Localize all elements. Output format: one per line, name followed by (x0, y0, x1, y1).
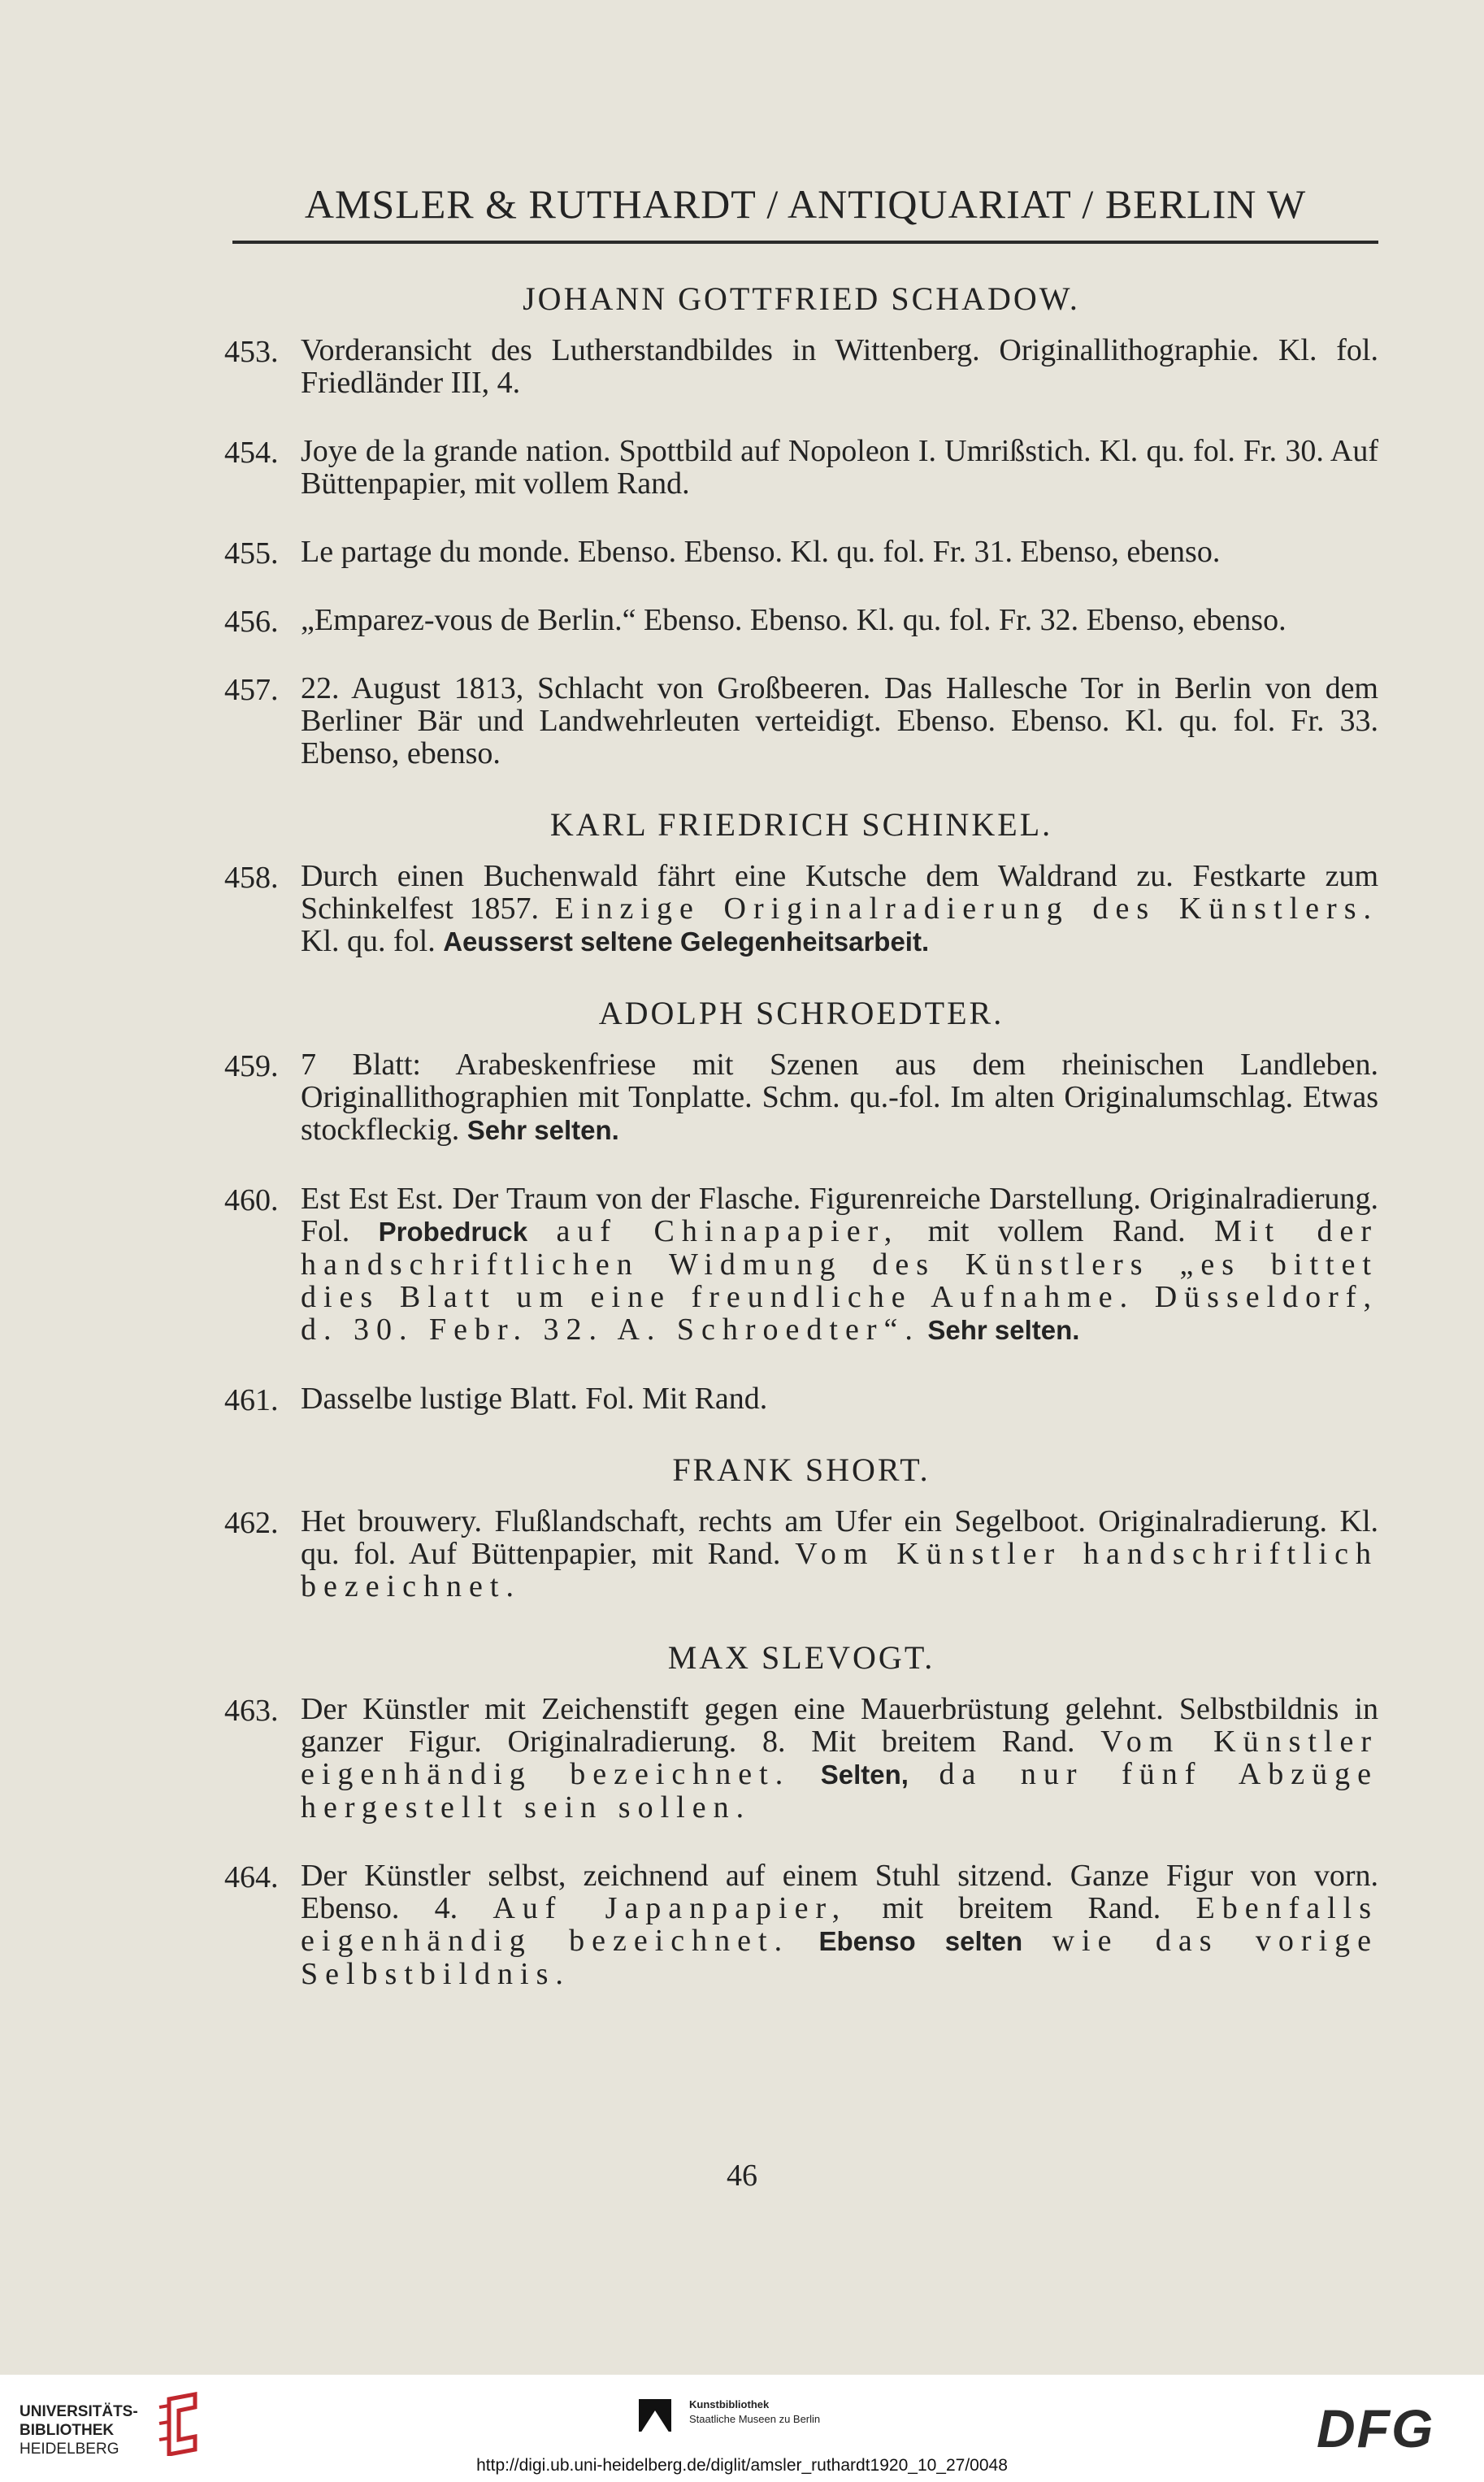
entry-text: 22. August 1813, Schlacht von Großbeeren. Das Hallesche Tor in Berlin von dem Berliner Bär und Landwehrleuten verteidigt. Ebenso. Ebenso. Kl. qu. fol. Fr. 33. Ebenso, ebenso. (301, 671, 1378, 770)
entry-emphasis: Aeusserst seltene Gelegenheitsarbeit. (443, 926, 930, 957)
entry-description (301, 1859, 1378, 1990)
entry-description (301, 1182, 1378, 1347)
page-header-title: AMSLER & RUTHARDT / ANTIQUARIAT / BERLIN W (304, 181, 1307, 227)
catalog-entry (224, 1693, 1378, 1824)
catalog-entry (224, 603, 1378, 639)
entry-number: 454. (224, 436, 279, 470)
entry-description (301, 1382, 1378, 1415)
entry-text: Est Est Est. Der Traum von der Flasche. Figurenreiche Darstellung. Originalradierung. Fol. (301, 1182, 1378, 1248)
entry-description (301, 334, 1378, 399)
catalog-entry (224, 1048, 1378, 1147)
catalog-entry (224, 860, 1378, 958)
entry-emphasis: Ebenso selten (818, 1926, 1023, 1956)
catalog-entry (224, 1859, 1378, 1990)
entry-number: 464. (224, 1860, 279, 1894)
entry-number: 463. (224, 1694, 279, 1728)
entry-spaced-text: auf Chinapapier, (556, 1214, 900, 1248)
entry-text: „Emparez-vous de Berlin.“ Ebenso. Ebenso. Kl. qu. fol. Fr. 32. Ebenso, ebenso. (301, 603, 1287, 637)
entry-text: Der Künstler mit Zeichenstift gegen eine Mauerbrüstung gelehnt. Selbstbildnis in ganzer Figur. Originalradierung. 8. Mit breitem Rand. (301, 1692, 1378, 1759)
entry-text: Joye de la grande nation. Spottbild auf Nopoleon I. Umrißstich. Kl. qu. fol. Fr. 30. Auf Büttenpapier, mit vollem Rand. (301, 434, 1378, 501)
entry-spaced-text: Mit der handschriftlichen Widmung des Künstlers „es bittet dies Blatt um eine freundliche Aufnahme. Düsseldorf, d. 30. Febr. 32. A. Schroedter“. (301, 1214, 1378, 1347)
entry-text: Kl. qu. fol. (301, 924, 444, 958)
catalog-entry (224, 535, 1378, 571)
entry-emphasis: Selten, (820, 1760, 909, 1790)
entry-description (301, 536, 1378, 568)
permalink-url[interactable]: http://digi.ub.uni-heidelberg.de/diglit/amsler_ruthardt1920_10_27/0048 (476, 2456, 1008, 2475)
ub-heidelberg-emblem-icon (154, 2391, 203, 2456)
entry-spaced-text: da nur fünf Abzüge hergestellt sein sollen. (301, 1757, 1379, 1825)
entry-description (301, 1048, 1378, 1147)
ub-heidelberg-logo[interactable] (20, 2402, 138, 2458)
kb-logo-line2: Staatliche Museen zu Berlin (689, 2413, 821, 2425)
entry-text: 7 Blatt: Arabeskenfriese mit Szenen aus dem rheinischen Landleben. Originallithographien mit Tonplatte. Schm. qu.-fol. Im alten Originalumschlag. Etwas stockfleckig. (301, 1048, 1378, 1147)
catalog-entry (224, 435, 1378, 500)
artist-heading: KARL FRIEDRICH SCHINKEL. (549, 806, 1053, 843)
entry-number: 457. (224, 673, 279, 707)
catalog-content (224, 268, 1378, 2026)
entry-spaced-text: Vom Künstler handschriftlich bezeichnet. (301, 1537, 1378, 1603)
entry-description (301, 672, 1378, 770)
entry-spaced-text: Einzige Originalradierung des Künstlers. (554, 892, 1378, 926)
entry-text: Dasselbe lustige Blatt. Fol. Mit Rand. (301, 1382, 768, 1416)
entry-description (301, 860, 1378, 958)
entry-number: 456. (224, 605, 279, 639)
artist-heading: FRANK SHORT. (672, 1451, 931, 1488)
entry-text (527, 1214, 556, 1248)
entry-text (790, 1757, 821, 1791)
kb-logo-line1: Kunstbibliothek (689, 2398, 770, 2410)
entry-text: Vorderansicht des Lutherstandbildes in Wittenberg. Originallithographie. Kl. fol. Friedländer III, 4. (301, 333, 1378, 400)
kunstbibliothek-emblem-icon (632, 2394, 681, 2443)
entry-number: 460. (224, 1183, 279, 1217)
entry-spaced-text: Ebenfalls eigenhändig bezeichnet. (301, 1891, 1378, 1958)
artist-heading: ADOLPH SCHROEDTER. (598, 995, 1005, 1031)
entry-text (1022, 1924, 1052, 1958)
entry-number: 459. (224, 1049, 279, 1083)
entry-number: 455. (224, 536, 279, 571)
page-number: 46 (727, 2159, 757, 2193)
entry-description (301, 604, 1378, 636)
kunstbibliothek-logo[interactable] (689, 2397, 820, 2427)
entry-description (301, 1505, 1378, 1603)
entry-text: Der Künstler selbst, zeichnend auf einem Stuhl sitzend. Ganze Figur von vorn. Ebenso. 4. (301, 1859, 1378, 1925)
entry-spaced-text: Auf Japanpapier, (492, 1891, 848, 1925)
entry-description (301, 435, 1378, 500)
ub-logo-line2: BIBLIOTHEK (20, 2422, 115, 2439)
entry-text: Het brouwery. Flußlandschaft, rechts am Ufer ein Segelboot. Originalradierung. Kl. qu. fol. Auf Büttenpapier, mit Rand. (301, 1504, 1378, 1571)
catalog-entry (224, 672, 1378, 770)
ub-logo-line3: HEIDELBERG (20, 2441, 119, 2458)
entry-text: mit vollem Rand. (899, 1214, 1215, 1248)
entry-text: Le partage du monde. Ebenso. Ebenso. Kl. qu. fol. Fr. 31. Ebenso, ebenso. (301, 535, 1221, 569)
entry-emphasis: Sehr selten. (927, 1315, 1080, 1345)
entry-text (909, 1757, 939, 1791)
entry-text (920, 1313, 928, 1347)
entry-emphasis: Probedruck (378, 1217, 528, 1247)
entry-number: 453. (224, 335, 279, 369)
catalog-entry (224, 1182, 1378, 1347)
entry-text: mit breitem Rand. (847, 1891, 1196, 1925)
entry-text (789, 1924, 818, 1958)
entry-description (301, 1693, 1378, 1824)
artist-heading: JOHANN GOTTFRIED SCHADOW. (523, 280, 1080, 317)
entry-number: 458. (224, 861, 279, 895)
footer-bar (0, 2375, 1484, 2482)
entry-text: Durch einen Buchenwald fährt eine Kutsche dem Waldrand zu. Festkarte zum Schinkelfest 1857. (301, 859, 1378, 926)
catalog-entry (224, 334, 1378, 399)
artist-heading: MAX SLEVOGT. (667, 1639, 935, 1676)
entry-spaced-text: Vom Künstler eigenhändig bezeichnet. (301, 1725, 1378, 1791)
entry-number: 462. (224, 1506, 279, 1540)
catalog-entry (224, 1505, 1378, 1603)
catalog-entry (224, 1382, 1378, 1415)
header-rule (232, 241, 1378, 244)
entry-number: 461. (224, 1383, 279, 1417)
entry-emphasis: Sehr selten. (466, 1115, 619, 1145)
entry-spaced-text: wie das vorige Selbstbildnis. (301, 1924, 1379, 1991)
ub-logo-line1: UNIVERSITÄTS- (20, 2403, 138, 2420)
dfg-logo[interactable]: DFG (1317, 2398, 1435, 2458)
